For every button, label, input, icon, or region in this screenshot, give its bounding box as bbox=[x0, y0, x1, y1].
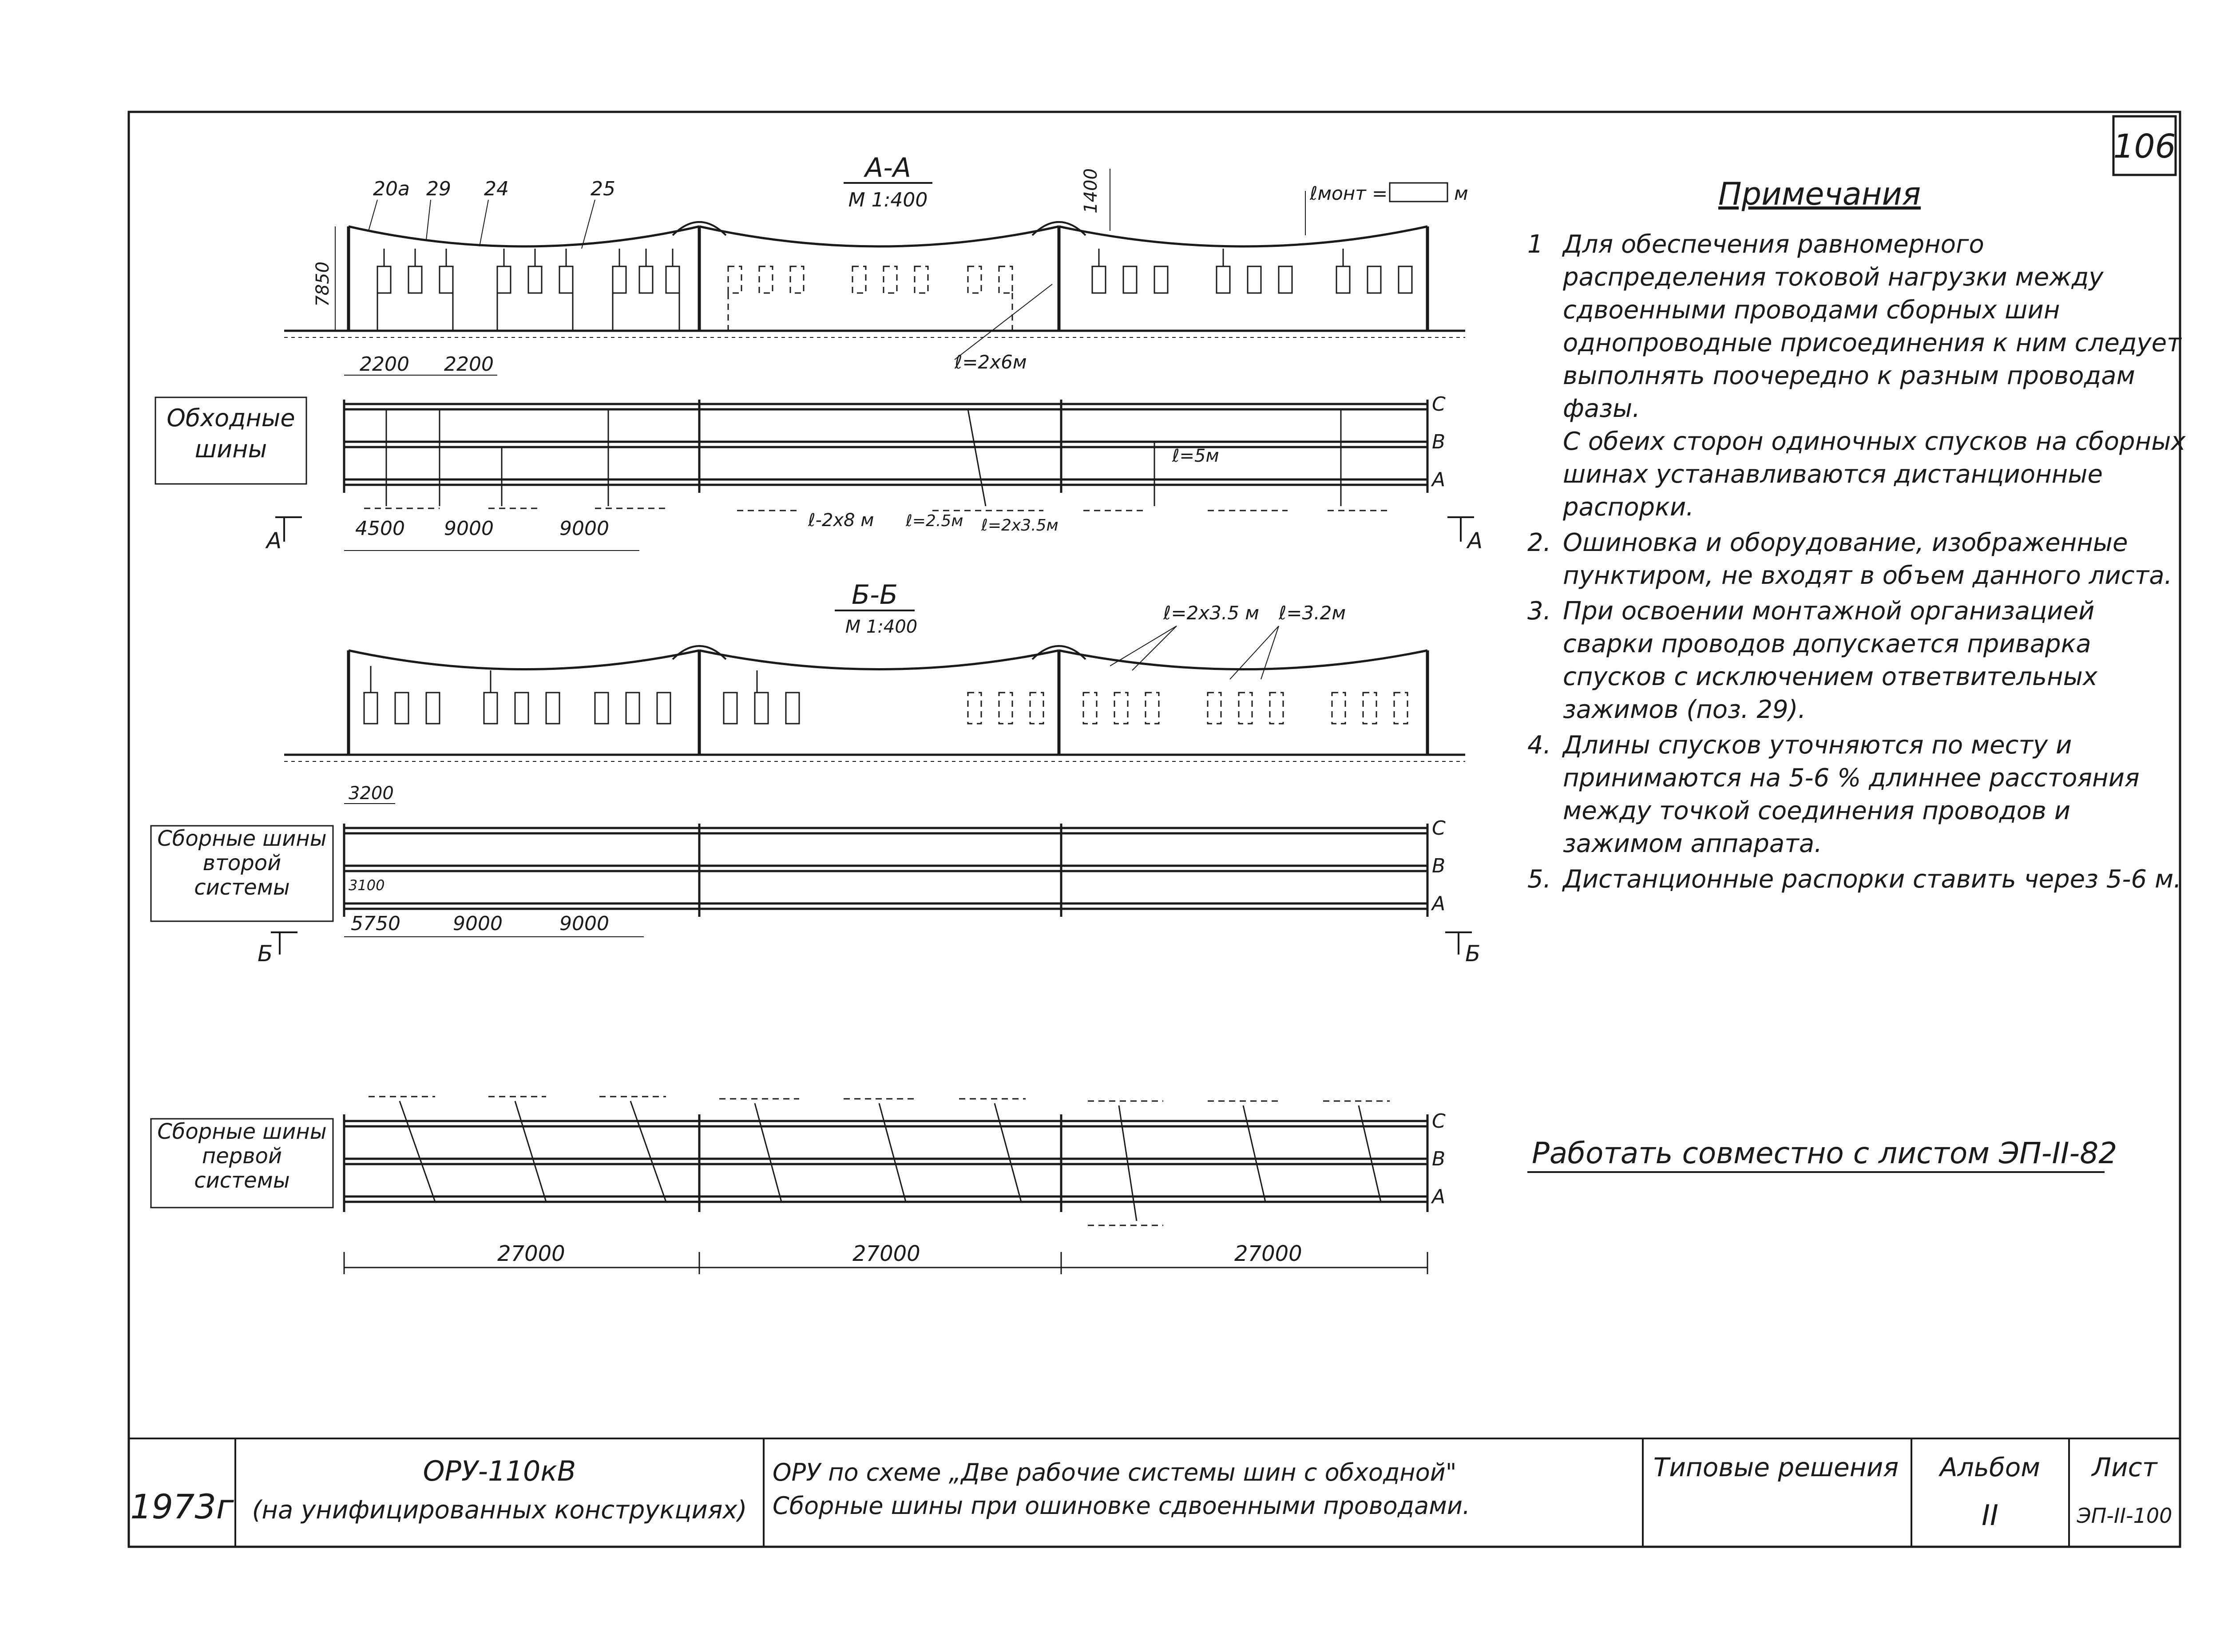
phase-a-label: А bbox=[1432, 892, 1446, 915]
dashed-apparatus-group bbox=[968, 693, 1407, 724]
section-aa-title: А-А bbox=[865, 152, 911, 183]
drop-length-2-5: ℓ=2.5м bbox=[906, 512, 963, 530]
sheet-description-line1: ОРУ по схеме „Две рабочие системы шин с обходной" bbox=[773, 1458, 1457, 1486]
phase-a-label: А bbox=[1432, 1185, 1446, 1208]
sheet-code: ЭП-II-100 bbox=[2077, 1504, 2172, 1528]
leader-line bbox=[1230, 626, 1279, 679]
drop-length-2x3-5: ℓ=2х3.5 м bbox=[1163, 602, 1259, 624]
section-bb-title: Б-Б bbox=[852, 579, 898, 610]
dim-3100: 3100 bbox=[349, 877, 385, 894]
l-mont-unit: м bbox=[1454, 182, 1468, 204]
bypass-bus-plan bbox=[155, 353, 1483, 554]
second-system-label-line3: системы bbox=[194, 875, 290, 900]
dashed-apparatus-group bbox=[728, 266, 1012, 331]
note-text: Длины спусков уточняются по месту и принимаются на 5-6 % длиннее расстояния между точкой соединения проводов и зажимом аппарата. bbox=[1563, 731, 2140, 858]
note-extra-text: С обеих сторон одиночных спусков на сборных шинах устанавливаются дистанционные распорки. bbox=[1563, 427, 2186, 522]
dim-9000-a: 9000 bbox=[453, 912, 503, 935]
leader-line bbox=[1110, 626, 1177, 666]
bypass-label-line1: Обходные bbox=[166, 404, 295, 432]
notes-title: Примечания bbox=[1718, 176, 1921, 212]
note-number: 4. bbox=[1527, 731, 1551, 760]
section-aa-elevation bbox=[284, 152, 1468, 373]
disconnector-group bbox=[497, 249, 573, 331]
sheet-label: Лист bbox=[2092, 1452, 2157, 1482]
pos-label-20a: 20а bbox=[373, 178, 410, 200]
cross-reference: Работать совместно с листом ЭП-II-82 bbox=[1532, 1136, 2117, 1170]
pos-label-25: 25 bbox=[591, 178, 615, 200]
dim-5750: 5750 bbox=[351, 912, 400, 935]
dim-27000-b: 27000 bbox=[852, 1241, 920, 1266]
disconnector-group bbox=[377, 249, 453, 331]
phase-c-label: С bbox=[1432, 817, 1446, 840]
first-system-label-line2: первой bbox=[202, 1144, 282, 1169]
bypass-label-line2: шины bbox=[194, 435, 267, 463]
first-system-conductors bbox=[344, 1121, 1427, 1202]
second-system-conductors bbox=[344, 828, 1427, 909]
dim-3200: 3200 bbox=[349, 783, 394, 804]
second-system-bus-plan bbox=[151, 783, 1480, 967]
first-system-bus-plan bbox=[151, 1097, 1446, 1274]
album-number: II bbox=[1982, 1499, 1998, 1532]
first-system-label-line3: системы bbox=[194, 1168, 290, 1193]
phase-b-label: В bbox=[1432, 431, 1446, 453]
note-text: Для обеспечения равномерного распределения токовой нагрузки между сдвоенными проводами сборных шин однопроводные присоединения к ним следует выполнять поочередно к разным проводам фазы. bbox=[1563, 230, 2181, 423]
bypass-apparatus-row bbox=[364, 508, 1390, 511]
dim-2200-b: 2200 bbox=[444, 353, 494, 376]
note-item bbox=[1527, 527, 2189, 592]
phase-b-label: В bbox=[1432, 1148, 1446, 1170]
leader-line bbox=[955, 284, 1052, 360]
section-bb-elevation bbox=[284, 579, 1465, 761]
pos-label-29: 29 bbox=[426, 178, 451, 200]
drop-length-2x3-5: ℓ=2х3.5м bbox=[981, 516, 1058, 535]
phase-c-label: С bbox=[1432, 393, 1446, 416]
note-item bbox=[1527, 228, 2189, 524]
note-number: 3. bbox=[1527, 597, 1551, 626]
note-number: 1 bbox=[1527, 230, 1543, 259]
album-label: Альбом bbox=[1940, 1452, 2040, 1482]
disconnector-group bbox=[613, 249, 679, 331]
project-subtitle: (на унифицированных конструкциях) bbox=[252, 1496, 747, 1525]
leader-line bbox=[582, 200, 595, 249]
l-mont-label: ℓмонт = bbox=[1310, 182, 1388, 204]
leader-line bbox=[1261, 626, 1279, 679]
dim-4500: 4500 bbox=[355, 517, 405, 540]
drop-length-5: ℓ=5м bbox=[1172, 446, 1219, 466]
year: 1973г bbox=[130, 1487, 234, 1526]
note-number: 5. bbox=[1527, 865, 1551, 894]
note-item bbox=[1527, 595, 2189, 726]
bus-span-conductor bbox=[699, 226, 1059, 246]
project-title: ОРУ-110кВ bbox=[423, 1455, 576, 1487]
bus-span-conductor bbox=[349, 226, 699, 246]
phase-a-label: А bbox=[1432, 468, 1446, 491]
section-aa-scale: М 1:400 bbox=[848, 189, 928, 211]
sag-dim-1400: 1400 bbox=[1081, 168, 1101, 214]
second-system-label-line1: Сборные шины bbox=[157, 826, 327, 851]
pos-label-24: 24 bbox=[484, 178, 509, 200]
dim-2200-a: 2200 bbox=[360, 353, 409, 376]
bus-span-conductor bbox=[699, 650, 1059, 670]
typical-solutions: Типовые решения bbox=[1653, 1452, 1899, 1482]
l-mont-blank-box bbox=[1390, 183, 1447, 202]
cut-marker-left: Б bbox=[258, 941, 273, 967]
disconnector-group bbox=[1092, 249, 1412, 293]
leader-line bbox=[426, 200, 431, 240]
drop-length-2x8: ℓ-2х8 м bbox=[808, 510, 874, 531]
phase-b-label: В bbox=[1432, 855, 1446, 877]
height-dim-7850: 7850 bbox=[313, 261, 333, 307]
section-bb-scale: М 1:400 bbox=[845, 617, 918, 637]
dim-9000-b: 9000 bbox=[559, 517, 609, 540]
sheet-description-line2: Сборные шины при ошиновке сдвоенными проводами. bbox=[773, 1492, 1471, 1520]
drop-length-2x6: ℓ=2х6м bbox=[955, 351, 1027, 373]
bypass-bus-conductors bbox=[344, 404, 1427, 485]
bus-span-conductor bbox=[349, 650, 699, 670]
cut-marker-left: А bbox=[266, 528, 282, 554]
dim-27000-c: 27000 bbox=[1234, 1241, 1302, 1266]
note-text: Ошиновка и оборудование, изображенные пунктиром, не входят в объем данного листа. bbox=[1563, 528, 2172, 590]
bus-span-conductor bbox=[1059, 650, 1427, 670]
leader-line bbox=[480, 200, 488, 246]
notes-block bbox=[1527, 178, 2189, 899]
note-text: При освоении монтажной организацией сварки проводов допускается приварка спусков с исключением ответвительных зажимов (поз. 29). bbox=[1563, 597, 2097, 724]
second-system-label-line2: второй bbox=[202, 851, 281, 876]
bus-span-conductor bbox=[1059, 226, 1427, 246]
cut-marker-right: Б bbox=[1465, 941, 1481, 967]
first-system-apparatus-row bbox=[369, 1097, 1390, 1225]
title-block bbox=[129, 1438, 2180, 1547]
apparatus-group bbox=[364, 666, 799, 724]
dim-27000-a: 27000 bbox=[497, 1241, 565, 1266]
page-number: 106 bbox=[2113, 127, 2176, 166]
dim-9000-b: 9000 bbox=[559, 912, 609, 935]
first-system-label-line1: Сборные шины bbox=[157, 1119, 327, 1144]
phase-c-label: С bbox=[1432, 1110, 1446, 1133]
note-number: 2. bbox=[1527, 528, 1551, 557]
drop-length-3-2: ℓ=3.2м bbox=[1279, 602, 1346, 624]
note-text: Дистанционные распорки ставить через 5-6 м. bbox=[1563, 865, 2182, 894]
leader-line bbox=[369, 200, 377, 231]
dim-9000-a: 9000 bbox=[444, 517, 494, 540]
cut-marker-right: А bbox=[1467, 528, 1483, 554]
note-item bbox=[1527, 729, 2189, 860]
note-item bbox=[1527, 863, 2189, 896]
